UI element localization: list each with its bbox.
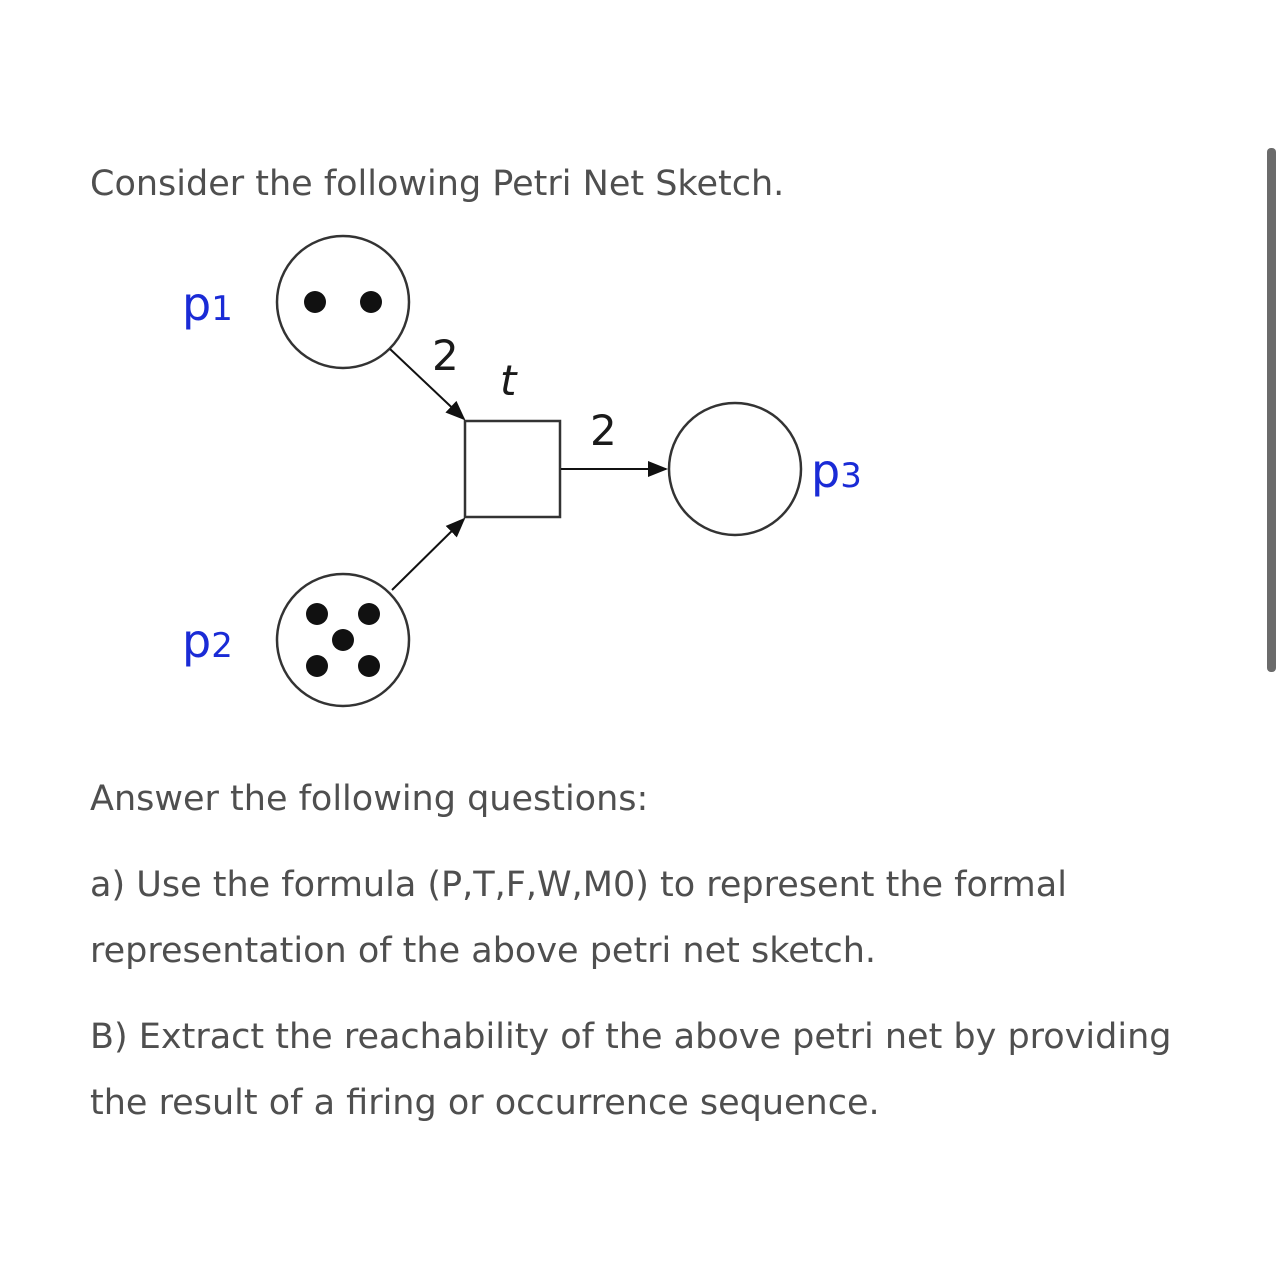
place-p2 <box>277 574 409 706</box>
place-p3-label: p3 <box>811 444 862 498</box>
questions-prompt: Answer the following questions: <box>90 779 649 819</box>
arc-p2-t <box>392 519 464 590</box>
petri-net-diagram <box>170 225 900 720</box>
arc-t-p3-weight: 2 <box>590 406 617 455</box>
token-p2-4 <box>306 655 328 677</box>
scrollbar[interactable] <box>1267 148 1276 672</box>
place-p2-label: p2 <box>182 614 233 668</box>
token-p2-3 <box>332 629 354 651</box>
token-p2-1 <box>306 603 328 625</box>
token-p2-5 <box>358 655 380 677</box>
place-p1 <box>277 236 409 368</box>
transition-t <box>465 421 560 517</box>
token-p1-1 <box>304 291 326 313</box>
question-a: a) Use the formula (P,T,F,W,M0) to represent the formal representation of the above petri net sketch. <box>90 865 1067 971</box>
token-p2-2 <box>358 603 380 625</box>
arc-p1-t-weight: 2 <box>432 331 459 380</box>
question-b: B) Extract the reachability of the above petri net by providing the result of a firing or occurrence sequence. <box>90 1017 1172 1123</box>
questions-section <box>90 766 1210 1136</box>
transition-t-label: t <box>500 356 517 405</box>
place-p3 <box>669 403 801 535</box>
intro-text: Consider the following Petri Net Sketch. <box>90 164 785 204</box>
place-p1-label: p1 <box>182 277 233 331</box>
token-p1-2 <box>360 291 382 313</box>
